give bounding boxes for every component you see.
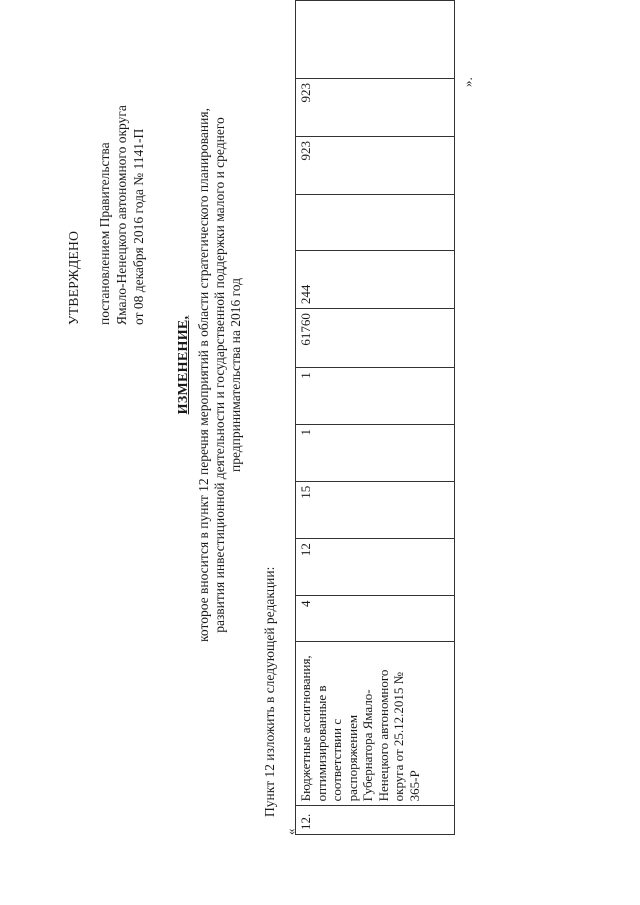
cell-empty bbox=[296, 194, 455, 250]
document-description bbox=[196, 45, 244, 705]
table-row bbox=[296, 1, 455, 835]
cell-value-12: 12 bbox=[296, 539, 455, 596]
cell-value-923a: 923 bbox=[296, 136, 455, 194]
cell-name: Бюджетные ассигнования, оптимизированные в соответствии с распоряжением Губернатора Ямало-Ненецкого автономного округа от 25.12.2015 № 365-Р bbox=[296, 642, 455, 806]
document-title: ИЗМЕНЕНИЕ, bbox=[176, 315, 191, 415]
approval-stamp bbox=[65, 75, 147, 325]
close-quote: ». bbox=[460, 77, 475, 87]
amendment-table bbox=[295, 0, 455, 835]
approval-line-2: Ямало-Ненецкого автономного округа bbox=[114, 105, 129, 325]
approval-heading: УТВЕРЖДЕНО bbox=[66, 230, 81, 325]
approval-line-3: от 08 декабря 2016 года № 1141-П bbox=[131, 128, 146, 325]
cell-number: 12. bbox=[296, 806, 455, 835]
cell-value-1a: 1 bbox=[296, 425, 455, 482]
description-line-1: которое вносится в пункт 12 перечня мероприятий в области стратегического планирования, bbox=[196, 108, 211, 642]
cell-value-61760: 61760 bbox=[296, 309, 455, 368]
approval-line-1: постановлением Правительства bbox=[97, 142, 112, 325]
cell-last-empty bbox=[296, 1, 455, 79]
cell-value-4: 4 bbox=[296, 596, 455, 642]
description-line-3: предпринимательства на 2016 год bbox=[228, 277, 243, 473]
cell-value-244: 244 bbox=[296, 251, 455, 309]
intro-text: Пункт 12 изложить в следующей редакции: bbox=[262, 566, 277, 817]
description-line-2: развития инвестиционной деятельности и государственной поддержки малого и среднего bbox=[212, 117, 227, 633]
cell-value-1b: 1 bbox=[296, 368, 455, 425]
cell-value-15: 15 bbox=[296, 481, 455, 538]
open-quote: « bbox=[283, 828, 298, 835]
cell-value-923b: 923 bbox=[296, 79, 455, 137]
